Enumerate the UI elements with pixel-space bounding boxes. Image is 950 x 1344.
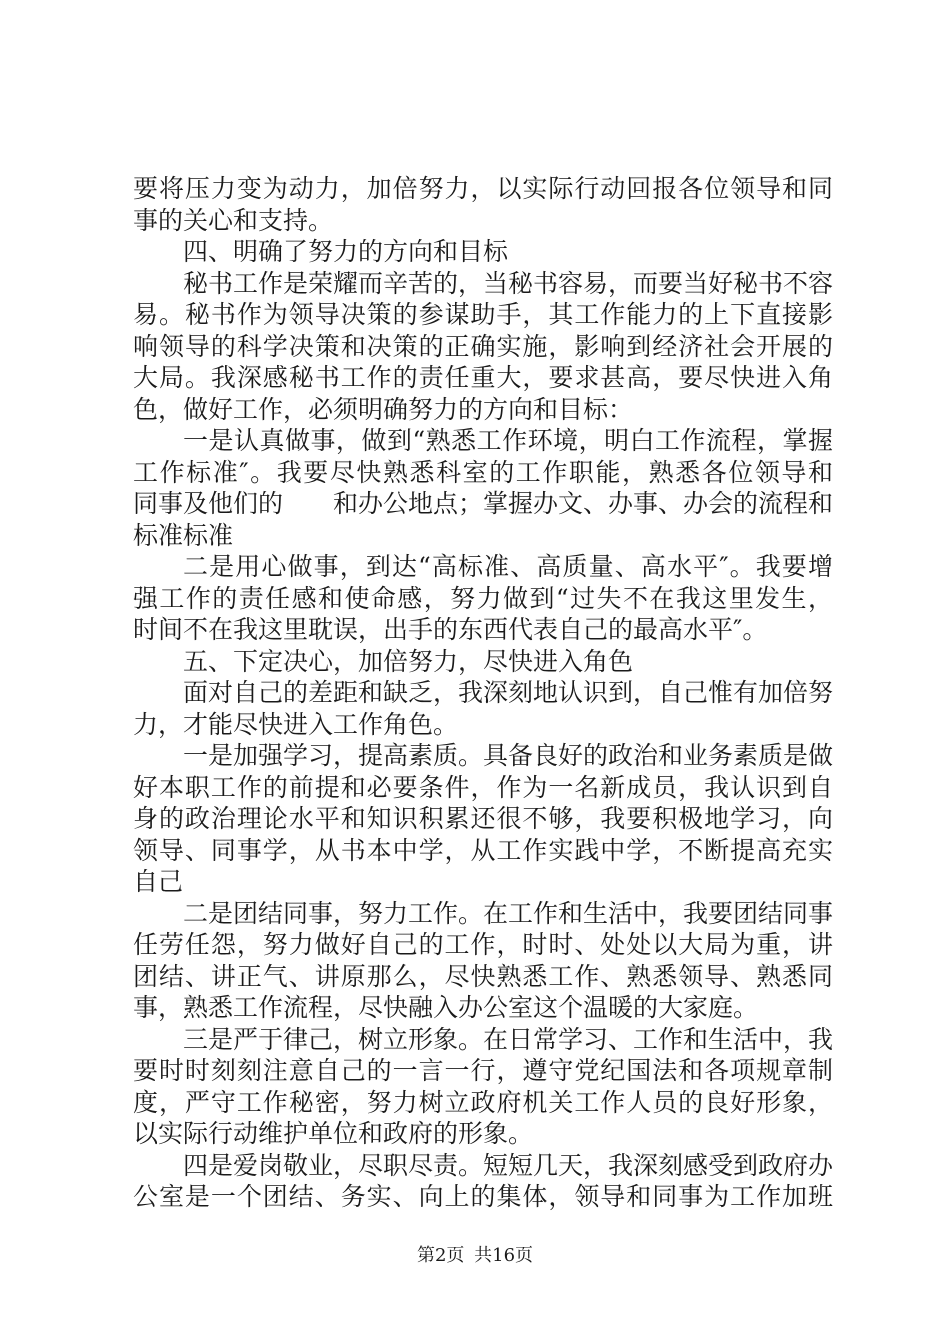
text-line: 要时时刻刻注意自己的一言一行，遵守党纪国法和各项规章制 <box>133 1056 833 1085</box>
text-line: 力，才能尽快进入工作角色。 <box>133 709 459 739</box>
text-line: 同事及他们的 和办公地点；掌握办文、办事、办会的流程和 <box>133 489 833 518</box>
text-line: 公室是一个团结、务实、向上的集体，领导和同事为工作加班 <box>133 1182 833 1211</box>
text-line: 面对自己的差距和缺乏，我深刻地认识到，自己惟有加倍努 <box>183 678 833 707</box>
text-line: 任劳任怨，努力做好自己的工作，时时、处处以大局为重，讲 <box>133 930 833 959</box>
text-line: 以实际行动维护单位和政府的形象。 <box>133 1119 534 1148</box>
text-line: 二是用心做事，到达“高标准、高质量、高水平″。我要增 <box>183 552 833 581</box>
document-body <box>133 173 833 1213</box>
text-line: 事，熟悉工作流程，尽快融入办公室这个温暖的大家庭。 <box>133 993 759 1022</box>
text-line: 身的政治理论水平和知识积累还很不够，我要积极地学习，向 <box>133 804 833 833</box>
text-line: 自己 <box>133 867 184 896</box>
text-line: 三是严于律己，树立形象。在日常学习、工作和生活中，我 <box>183 1024 833 1054</box>
text-line: 团结、讲正气、讲原那么，尽快熟悉工作、熟悉领导、熟悉同 <box>133 961 833 991</box>
text-line: 响领导的科学决策和决策的正确实施，影响到经济社会开展的 <box>133 331 833 361</box>
text-line: 一是认真做事，做到“熟悉工作环境，明白工作流程，掌握 <box>183 426 833 455</box>
page-total: 共16页 <box>474 1245 534 1266</box>
text-line: 大局。我深感秘书工作的责任重大，要求甚高，要尽快进入角 <box>133 363 833 392</box>
text-line: 度，严守工作秘密，努力树立政府机关工作人员的良好形象， <box>133 1087 833 1117</box>
text-line: 要将压力变为动力，加倍努力，以实际行动回报各位领导和同 <box>133 174 833 203</box>
text-line: 色，做好工作，必须明确努力的方向和目标： <box>133 394 634 424</box>
text-line: 事的关心和支持。 <box>133 205 334 235</box>
text-line: 二是团结同事，努力工作。在工作和生活中，我要团结同事 <box>183 898 833 928</box>
text-line: 四、明确了努力的方向和目标 <box>183 237 509 266</box>
text-line: 工作标准″。我要尽快熟悉科室的工作职能，熟悉各位领导和 <box>133 457 833 487</box>
text-line: 标准标准 <box>133 520 234 550</box>
text-line: 一是加强学习，提高素质。具备良好的政治和业务素质是做 <box>183 741 833 770</box>
page-footer <box>0 1244 950 1268</box>
text-line: 强工作的责任感和使命感，努力做到“过失不在我这里发生， <box>133 583 833 613</box>
text-line: 五、下定决心，加倍努力，尽快进入角色 <box>183 646 634 676</box>
text-line: 领导、同事学，从书本中学，从工作实践中学，不断提高充实 <box>133 835 833 865</box>
page-number: 第2页 <box>416 1245 465 1266</box>
text-line: 易。秘书作为领导决策的参谋助手，其工作能力的上下直接影 <box>133 300 833 329</box>
text-line: 时间不在我这里耽误，出手的东西代表自己的最高水平″。 <box>133 615 768 644</box>
text-line: 四是爱岗敬业，尽职尽责。短短几天，我深刻感受到政府办 <box>183 1150 833 1180</box>
text-line: 秘书工作是荣耀而辛苦的，当秘书容易，而要当好秘书不容 <box>183 268 833 298</box>
text-line: 好本职工作的前提和必要条件，作为一名新成员，我认识到自 <box>133 772 833 802</box>
